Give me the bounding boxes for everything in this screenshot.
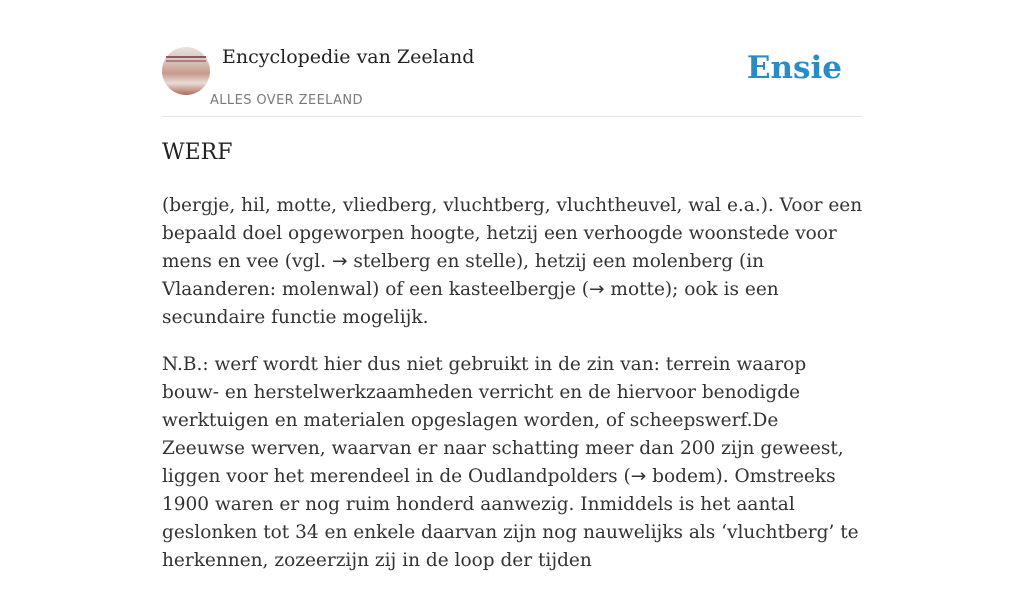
paragraph-text: ). Omstreeks 1900 waren er nog ruim honderd aanwezig. Inmiddels is het aantal geslonken tot 34 en enkele daarvan zijn nog nauwelijks als ‘vluchtberg’ te herkennen, zozeerzijn zij in de loop der tijden: [162, 466, 859, 571]
site-avatar[interactable]: [162, 47, 210, 95]
paragraph-text: (bergje, hil, motte, vliedberg, vluchtberg, vluchtheuvel, wal e.a.). Voor een bepaald doel opgeworpen hoogte, hetzij een verhoogde woonstede voor mens en vee (vgl.: [162, 195, 863, 272]
avatar-decoration: [166, 56, 206, 58]
brand-logo-link[interactable]: Ensie: [746, 50, 842, 86]
link-stelle[interactable]: stelle: [465, 251, 516, 272]
article-paragraph: [162, 192, 867, 332]
link-stelberg[interactable]: stelberg: [353, 251, 431, 272]
site-title[interactable]: Encyclopedie van Zeeland: [222, 46, 475, 68]
paragraph-text: en: [430, 251, 466, 272]
article-title: WERF: [162, 140, 233, 165]
article-body: [162, 192, 867, 594]
paragraph-text: ), hetzij een molenberg (in Vlaanderen: molenwal) of een kasteelbergje (: [162, 251, 765, 300]
paragraph-text: ); ook is een secundaire functie mogelijk.: [162, 279, 779, 328]
link-bodem[interactable]: bodem: [652, 466, 716, 487]
article-paragraph: [162, 351, 867, 575]
arrow-icon: →: [331, 251, 348, 272]
site-header: [162, 0, 862, 117]
site-subtitle: ALLES OVER ZEELAND: [210, 93, 363, 108]
arrow-icon: →: [630, 466, 647, 487]
arrow-icon: →: [589, 279, 605, 300]
avatar-decoration: [166, 60, 206, 62]
link-motte[interactable]: motte: [610, 279, 665, 300]
paragraph-text: N.B.: werf wordt hier dus niet gebruikt in de zin van: terrein waarop bouw- en herstelwerkzaamheden verricht en de hiervoor benodigde werktuigen en materialen opgeslagen worden, of scheepswerf.De Zeeuwse werven, waarvan er naar schatting meer dan 200 zijn geweest, liggen voor het merendeel in de Oudlandpolders (: [162, 354, 844, 487]
